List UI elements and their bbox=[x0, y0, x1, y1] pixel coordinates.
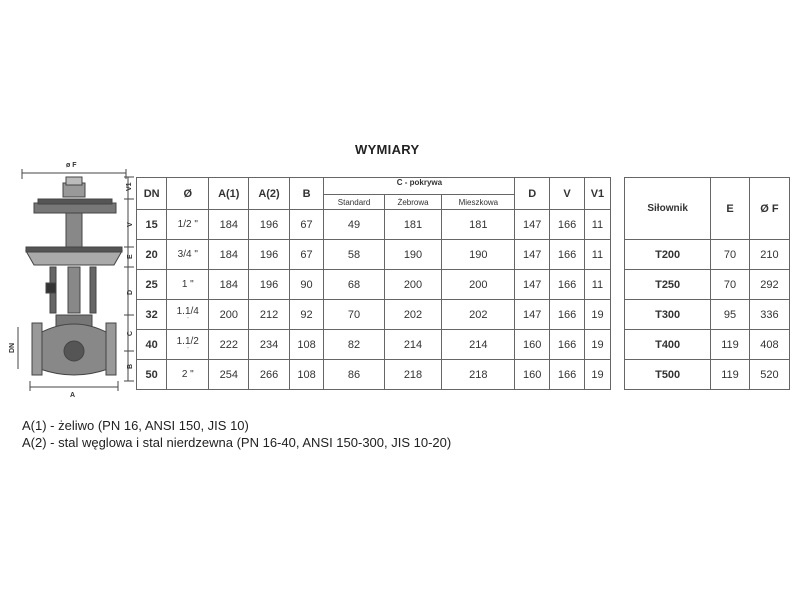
drawing-label-e: E bbox=[127, 254, 134, 259]
cell-a2: 266 bbox=[249, 360, 289, 390]
cell-standard: 49 bbox=[324, 210, 384, 240]
drawing-label-c: C bbox=[127, 330, 134, 336]
cell-actuator: T400 bbox=[625, 330, 711, 360]
cell-zebrowa: 190 bbox=[384, 240, 442, 270]
table-row bbox=[137, 300, 611, 330]
phi-sub: " bbox=[186, 316, 189, 323]
drawing-label-v1: V1 bbox=[126, 182, 133, 191]
dimensions-table bbox=[136, 177, 611, 390]
cell-dn: 20 bbox=[137, 240, 167, 270]
header-b: B bbox=[289, 178, 324, 210]
cell-phi: 1 " bbox=[167, 270, 209, 300]
cell-standard: 82 bbox=[324, 330, 384, 360]
cell-zebrowa: 181 bbox=[384, 210, 442, 240]
cell-dn: 50 bbox=[137, 360, 167, 390]
drawing-label-d: D bbox=[127, 289, 134, 295]
phi-value: 1.1/2 bbox=[176, 335, 199, 347]
table-row bbox=[137, 210, 611, 240]
subheader-mieszkowa: Mieszkowa bbox=[442, 195, 515, 210]
cell-phi bbox=[167, 300, 209, 330]
cell-b: 67 bbox=[289, 210, 324, 240]
note-a2: A(2) - stal węglowa i stal nierdzewna (PN 16-40, ANSI 150-300, JIS 10-20) bbox=[22, 435, 452, 450]
subheader-zebrowa: Żebrowa bbox=[384, 195, 442, 210]
table-row bbox=[137, 330, 611, 360]
cell-a2: 234 bbox=[249, 330, 289, 360]
cell-mieszkowa: 214 bbox=[442, 330, 515, 360]
header-dn: DN bbox=[137, 178, 167, 210]
cell-standard: 70 bbox=[324, 300, 384, 330]
cell-phi bbox=[167, 330, 209, 360]
cell-dn: 25 bbox=[137, 270, 167, 300]
table-row bbox=[137, 240, 611, 270]
cell-e: 119 bbox=[711, 360, 750, 390]
cell-d: 147 bbox=[515, 210, 550, 240]
cell-actuator: T500 bbox=[625, 360, 711, 390]
cell-v: 166 bbox=[550, 210, 585, 240]
header-e: E bbox=[711, 178, 750, 240]
cell-d: 147 bbox=[515, 270, 550, 300]
cell-phi: 3/4 " bbox=[167, 240, 209, 270]
cell-v1: 11 bbox=[584, 210, 610, 240]
cell-f: 408 bbox=[749, 330, 789, 360]
header-c-pokrywa: C - pokrywa bbox=[324, 178, 515, 195]
actuator-table bbox=[624, 177, 790, 390]
drawing-label-v: V bbox=[127, 222, 134, 227]
table-row bbox=[625, 330, 790, 360]
cell-dn: 32 bbox=[137, 300, 167, 330]
cell-b: 108 bbox=[289, 360, 324, 390]
cell-standard: 68 bbox=[324, 270, 384, 300]
cell-b: 90 bbox=[289, 270, 324, 300]
material-notes bbox=[22, 417, 451, 451]
cell-b: 67 bbox=[289, 240, 324, 270]
cell-v1: 19 bbox=[584, 300, 610, 330]
cell-e: 95 bbox=[711, 300, 750, 330]
cell-e: 119 bbox=[711, 330, 750, 360]
cell-phi: 1/2 " bbox=[167, 210, 209, 240]
table-row bbox=[625, 300, 790, 330]
cell-zebrowa: 200 bbox=[384, 270, 442, 300]
cell-mieszkowa: 202 bbox=[442, 300, 515, 330]
cell-v: 166 bbox=[550, 360, 585, 390]
table-row bbox=[625, 240, 790, 270]
cell-a2: 196 bbox=[249, 270, 289, 300]
page-title: WYMIARY bbox=[355, 142, 420, 157]
cell-b: 108 bbox=[289, 330, 324, 360]
drawing-label-dn: DN bbox=[9, 342, 16, 353]
cell-zebrowa: 218 bbox=[384, 360, 442, 390]
cell-mieszkowa: 200 bbox=[442, 270, 515, 300]
cell-v1: 19 bbox=[584, 360, 610, 390]
cell-v: 166 bbox=[550, 330, 585, 360]
header-d: D bbox=[515, 178, 550, 210]
phi-value: 1.1/4 bbox=[176, 305, 199, 317]
header-a1: A(1) bbox=[209, 178, 249, 210]
header-f: Ø F bbox=[749, 178, 789, 240]
cell-a1: 184 bbox=[209, 210, 249, 240]
cell-d: 147 bbox=[515, 240, 550, 270]
cell-standard: 86 bbox=[324, 360, 384, 390]
cell-v1: 11 bbox=[584, 240, 610, 270]
cell-actuator: T250 bbox=[625, 270, 711, 300]
cell-a2: 196 bbox=[249, 210, 289, 240]
cell-e: 70 bbox=[711, 240, 750, 270]
cell-zebrowa: 214 bbox=[384, 330, 442, 360]
valve-drawing bbox=[8, 155, 138, 399]
cell-mieszkowa: 218 bbox=[442, 360, 515, 390]
header-a2: A(2) bbox=[249, 178, 289, 210]
cell-a1: 184 bbox=[209, 270, 249, 300]
cell-zebrowa: 202 bbox=[384, 300, 442, 330]
cell-f: 292 bbox=[749, 270, 789, 300]
table-row bbox=[625, 270, 790, 300]
cell-d: 160 bbox=[515, 330, 550, 360]
drawing-label-b: B bbox=[127, 363, 134, 369]
cell-v: 166 bbox=[550, 240, 585, 270]
cell-a1: 200 bbox=[209, 300, 249, 330]
cell-mieszkowa: 190 bbox=[442, 240, 515, 270]
cell-dn: 15 bbox=[137, 210, 167, 240]
cell-v: 166 bbox=[550, 270, 585, 300]
cell-d: 160 bbox=[515, 360, 550, 390]
cell-actuator: T300 bbox=[625, 300, 711, 330]
phi-sub: " bbox=[186, 346, 189, 353]
cell-actuator: T200 bbox=[625, 240, 711, 270]
cell-a1: 222 bbox=[209, 330, 249, 360]
cell-b: 92 bbox=[289, 300, 324, 330]
cell-phi: 2 " bbox=[167, 360, 209, 390]
header-phi: Ø bbox=[167, 178, 209, 210]
cell-a1: 184 bbox=[209, 240, 249, 270]
cell-a2: 212 bbox=[249, 300, 289, 330]
table-row bbox=[137, 270, 611, 300]
cell-f: 336 bbox=[749, 300, 789, 330]
subheader-standard: Standard bbox=[324, 195, 384, 210]
cell-f: 210 bbox=[749, 240, 789, 270]
cell-a2: 196 bbox=[249, 240, 289, 270]
table-row bbox=[625, 360, 790, 390]
cell-v1: 19 bbox=[584, 330, 610, 360]
cell-mieszkowa: 181 bbox=[442, 210, 515, 240]
header-v: V bbox=[550, 178, 585, 210]
cell-standard: 58 bbox=[324, 240, 384, 270]
cell-a1: 254 bbox=[209, 360, 249, 390]
drawing-label-a: A bbox=[70, 392, 76, 399]
table-row bbox=[137, 360, 611, 390]
cell-v1: 11 bbox=[584, 270, 610, 300]
cell-d: 147 bbox=[515, 300, 550, 330]
drawing-label-f: ø F bbox=[66, 162, 77, 169]
note-a1: A(1) - żeliwo (PN 16, ANSI 150, JIS 10) bbox=[22, 418, 249, 433]
header-v1: V1 bbox=[584, 178, 610, 210]
cell-e: 70 bbox=[711, 270, 750, 300]
header-silownik: Siłownik bbox=[625, 178, 711, 240]
cell-f: 520 bbox=[749, 360, 789, 390]
cell-v: 166 bbox=[550, 300, 585, 330]
cell-dn: 40 bbox=[137, 330, 167, 360]
